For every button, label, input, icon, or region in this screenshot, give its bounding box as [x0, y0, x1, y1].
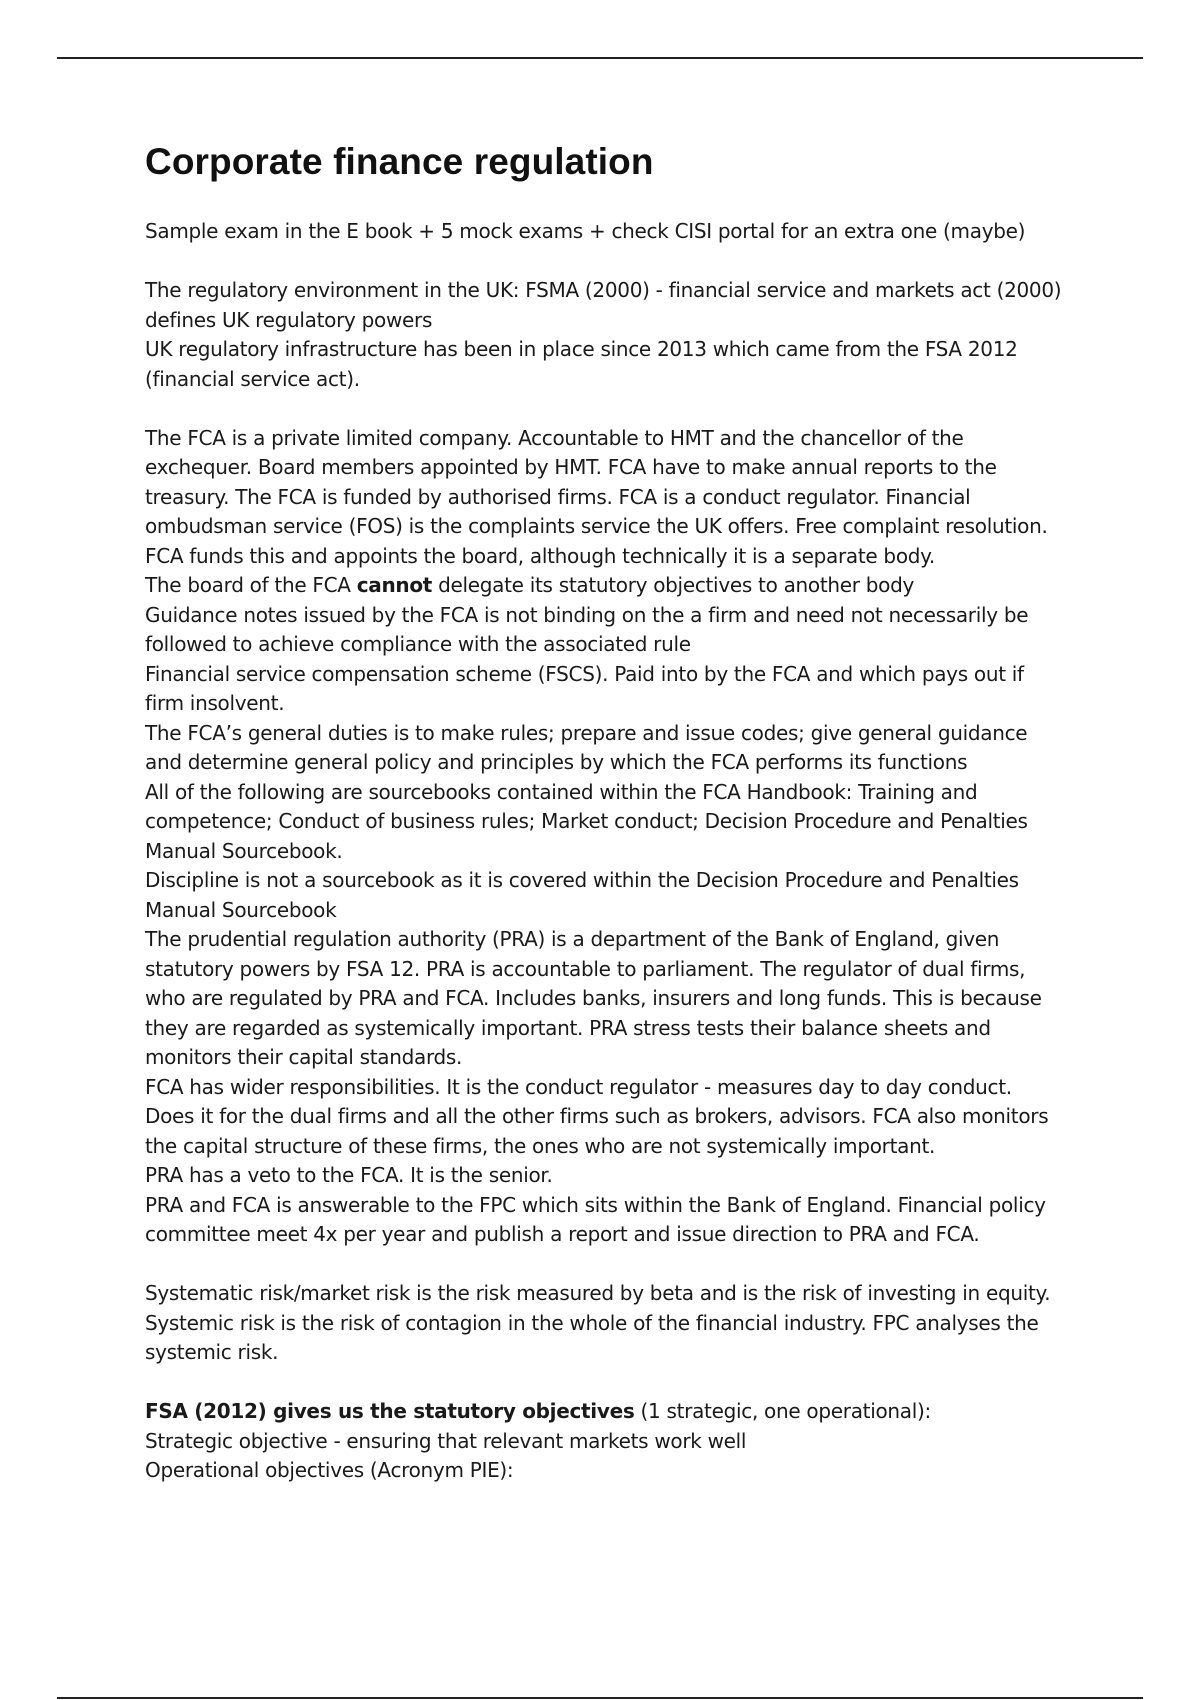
- emphasis-text: cannot: [356, 573, 433, 598]
- document-body: [145, 140, 1065, 1486]
- paragraph: The prudential regulation authority (PRA) is a department of the Bank of England, given statutory powers by FSA 12. PRA is accountable to parliament. The regulator of dual firms, who are regulated by PRA and FCA. Includes banks, insurers and long funds. This is because they are regarded as systemically important. PRA stress tests their balance sheets and monitors their capital standards.: [145, 927, 1042, 1070]
- paragraph: [145, 1397, 1065, 1427]
- paragraph: The FCA is a private limited company. Accountable to HMT and the chancellor of the exchequer. Board members appointed by HMT. FCA have to make annual reports to the treasury. The FCA is funded by authorised firms. FCA is a conduct regulator. Financial ombudsman service (FOS) is the complaints service the UK offers. Free complaint resolution. FCA funds this and appoints the board, although technically it is a separate body.: [145, 425, 1048, 568]
- paragraph: Systematic risk/market risk is the risk measured by beta and is the risk of investing in equity. Systemic risk is the risk of contagion in the whole of the financial industry. FPC analyses the systemic risk.: [145, 1281, 1051, 1365]
- emphasis-text: FSA (2012) gives us the statutory objectives: [145, 1399, 635, 1424]
- document-title: Corporate finance regulation: [145, 141, 654, 182]
- paragraph-text: delegate its statutory objectives to another body: [432, 573, 915, 598]
- footer-rule: [57, 1697, 1143, 1699]
- paragraph-text: (1 strategic, one operational):: [634, 1399, 931, 1424]
- paragraph: Guidance notes issued by the FCA is not binding on the a firm and need not necessarily be followed to achieve compliance with the associated rule: [145, 602, 1029, 657]
- paragraph: UK regulatory infrastructure has been in place since 2013 which came from the FSA 2012 (financial service act).: [145, 337, 1018, 391]
- paragraph: Financial service compensation scheme (FSCS). Paid into by the FCA and which pays out if firm insolvent.: [145, 661, 1024, 716]
- paragraph: The regulatory environment in the UK: FSMA (2000) - financial service and markets act (2000) defines UK regulatory powers: [145, 278, 1062, 332]
- paragraph: PRA has a veto to the FCA. It is the senior.: [145, 1163, 553, 1188]
- paragraph-text: The board of the FCA: [145, 573, 357, 598]
- paragraph: All of the following are sourcebooks contained within the FCA Handbook: Training and competence; Conduct of business rules; Market conduct; Decision Procedure and Penalties Manual Sourcebook.: [145, 779, 1028, 863]
- paragraph: FCA has wider responsibilities. It is the conduct regulator - measures day to day conduct. Does it for the dual firms and all the other firms such as brokers, advisors. FCA also monitors the capital structure of these firms, the ones who are not systemically important.: [145, 1074, 1049, 1158]
- header-rule: [57, 57, 1143, 59]
- paragraph-list: [145, 217, 1065, 1486]
- paragraph: PRA and FCA is answerable to the FPC which sits within the Bank of England. Financial policy committee meet 4x per year and publish a report and issue direction to PRA and FCA.: [145, 1192, 1046, 1247]
- paragraph: Operational objectives (Acronym PIE):: [145, 1458, 514, 1483]
- paragraph: Strategic objective - ensuring that relevant markets work well: [145, 1428, 747, 1453]
- paragraph: The FCA’s general duties is to make rules; prepare and issue codes; give general guidance and determine general policy and principles by which the FCA performs its functions: [145, 720, 1028, 775]
- paragraph: [145, 571, 1065, 601]
- paragraph: Sample exam in the E book + 5 mock exams + check CISI portal for an extra one (maybe): [145, 219, 1026, 244]
- paragraph: Discipline is not a sourcebook as it is covered within the Decision Procedure and Penalties Manual Sourcebook: [145, 868, 1019, 922]
